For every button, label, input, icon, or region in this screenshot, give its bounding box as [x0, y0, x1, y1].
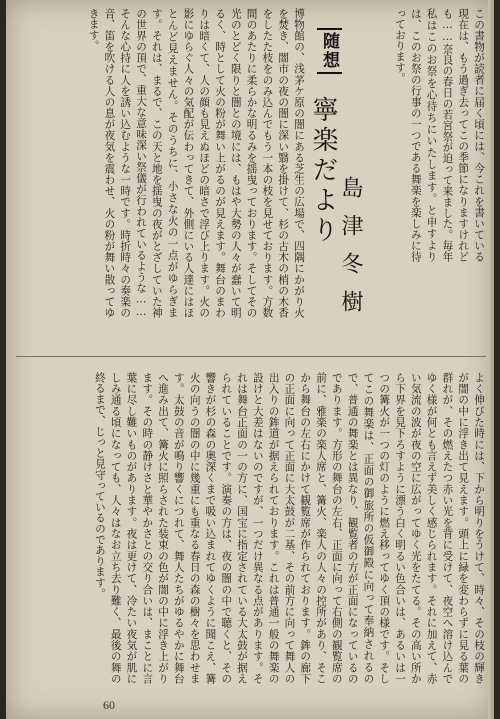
section-divider: [16, 356, 486, 357]
page-edge-shadow: [488, 0, 494, 719]
essay-title: 寧楽だより: [308, 96, 338, 246]
author-name: 島津冬樹: [338, 176, 363, 328]
magazine-page: [6, 0, 494, 719]
series-label: 随想: [317, 28, 342, 74]
title-block: [306, 8, 376, 348]
essay-intro-paragraph: この書物が読者に届く頃には、今これを書いている現在は、もう過ぎ去ってこの季節になりますけれども……奈良の春日の若宮祭が迫って来ました。毎年私はこのお祭を心待ちにいたします。と申すよりは、このお祭の行事の一つである舞楽を楽しみに待っております。: [394, 8, 485, 262]
page-number: 60: [103, 698, 115, 712]
essay-upper-body: 博物館の、浅茅ケ原の闇にある芝生の広場で、四隅にかがり火を焚き、闇市の夜の闇に深い翳を掛けて、杉の古木の梢の木香をしたた枝をのみ込んでもう一本の枝を見せております。方数間のあたりに柔らかな明るみを揺曳っております。そしてその光のとどく限りと闇との境には、もはや大勢の人々が蠢いて明るく、時として火の粉が舞い上がるのが見えます。舞台のまわりは暗くて、人の顔も見えぬほどの暗さで浮び上ります。火の影にゆらぐ人々の気配が伝わってきて、外側にいる人達にはほとんど見えません。そのうちに、小さな火の一点がゆらぎます。それは、まるで、この天と地を揺曳の夜がとざしていた神の世界の頂で、重大な意味深い祭儀が行われているような……そんな心持に人を誘い込むような一時です。時折時々の奏楽の音、笛を吹ける人の息が夜気を震わせ、火の粉が舞い散ってゆきます。: [87, 8, 305, 318]
essay-lower-body: よく伸びた時には、下から明りをうけて、時々、その枝の輝きが闇の中に浮き出て見えます。頭上に緑を変わらずに見る葉の群れが、その燃えたつ赤い光を背に受けて、夜空へ溶け込んでゆく様が何とも言えず美しく感じられます。それに加えて、赤い気流の波が夜の空に広がってゆく光をたてる。その高い所から下界を見下ろすように漂う白く明るい色合いは、あるいは一つの篝火が一つの灯のように燃え移ってゆく頂の様です。そしてこの舞楽は、正面の御旅所の仮御殿に向って奉納されるので、普通の舞楽とは異なり、観覧者の方が正面になっているのであります。方形の舞台の左右、正面に向って右側の観覧席の前に、雅楽の楽人席と、篝火、楽人の人々の控所があり、そこから舞台の左右にかけて観覧席が作られております。鉾の廊下の正面に向って正面に大太鼓が二基、その前方に向って舞人の出入りの鉾道が据えられております。これは普通一般の舞楽の設けと大差はないのですが、一つだけ異なる点があります。それは舞台正面の一の方に、国宝に指定されている大太鼓が据えられていることです。演奏の方は、夜の闇の中で聴くと、その響きが杉の森の奥深くまで吸い込まれてゆくように聞こえ、篝火の向うの闇の中に幾重にも重なる春日の森の樹々を思わせます。太鼓の音が鳴り響くにつれて、舞人たちがゆるやかに舞台へ進み出て、篝火に照らされた装束の色が闇の中に浮き上がります。その時の静けさと華やかさとの交り合いは、まことに言葉に尽し難いものがあります。夜は更けて、冷たい夜気が肌にしみ通る頃になっても、人々はなお立ち去り難く、最後の舞の終るまで、じっと見守っているのであります。: [93, 372, 485, 684]
